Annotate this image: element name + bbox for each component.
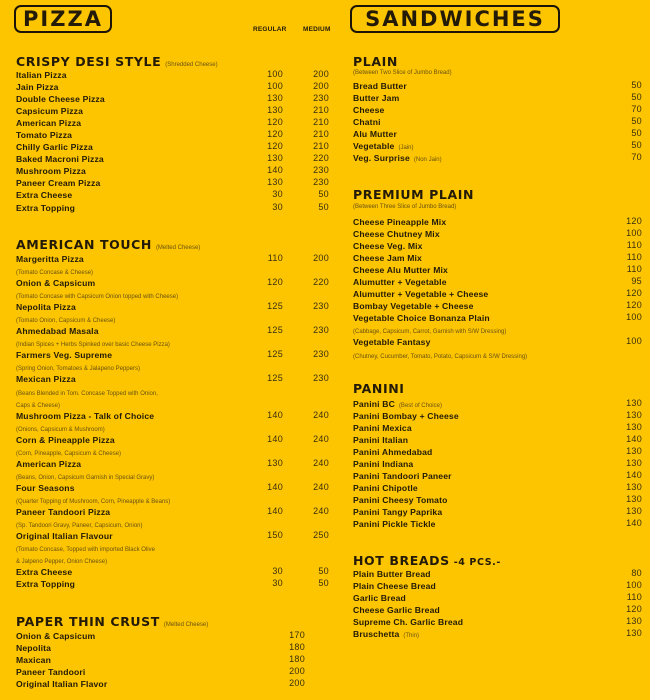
item-name: Paneer Tandoori [16,667,86,678]
item-price-medium: 210 [313,141,329,152]
item-name: Cheese Veg. Mix [353,241,423,252]
menu-item [16,577,330,589]
item-price-medium: 240 [313,409,329,420]
item-name: Mushroom Pizza - Talk of Choice [16,410,155,421]
item-name: Vegetable Fantasy [353,337,431,348]
menu-item [353,263,643,275]
menu-item [16,188,330,200]
item-name: Margeritta Pizza [16,254,84,264]
item-description [16,445,330,457]
item-name: Cheese Garlic Bread [353,605,440,616]
item-price-regular: 30 [272,578,283,589]
item-price-regular: 130 [267,105,283,116]
item-price-medium: 230 [313,301,329,312]
item-name: Double Cheese Pizza [16,94,105,105]
menu-item [16,104,330,116]
medium-column-header: MEDIUM [303,26,331,33]
item-description [16,541,330,553]
item-price-medium: 230 [313,165,329,176]
menu-item [16,457,330,469]
item-price-medium: 210 [313,117,329,128]
item-price-regular: 180 [289,654,305,665]
item-name: Nepolita [16,643,52,654]
item-name: Mushroom Pizza [16,166,86,177]
item-price-regular: 100 [626,580,642,591]
section-items-premium-plain [353,215,643,360]
menu-item [16,324,330,336]
section-title-note: (Shredded Cheese) [165,62,218,68]
menu-item [16,128,330,140]
item-name: Mexican Pizza [16,374,76,385]
item-description-text: (Onions, Capsicum & Mushroom) [16,426,105,433]
item-price-regular: 30 [272,201,283,212]
section-title-text: PLAIN [353,54,398,69]
item-price-medium: 50 [318,566,329,577]
item-name: Bread Butter [353,81,407,91]
item-price-regular: 120 [626,288,642,299]
menu-item [353,227,643,239]
menu-item [353,517,643,529]
item-description [16,385,330,397]
item-price-regular: 50 [631,128,642,139]
item-name: Tomato Pizza [16,130,73,141]
item-name: Plain Cheese Bread [353,581,436,592]
menu-item [16,677,330,689]
item-description-text: (Chutney, Cucumber, Tomato, Potato, Capsicum & S/W Dressing) [353,353,528,360]
item-price-regular: 130 [626,410,642,421]
menu-item [353,139,643,151]
menu-item [353,579,643,591]
item-description [16,553,330,565]
item-name: Cheese Jam Mix [353,253,422,264]
menu-item [16,565,330,577]
item-description [16,336,330,348]
item-name: Nepolita Pizza [16,302,76,313]
item-price-regular: 140 [626,434,642,445]
section-title-crispy-desi-style [16,54,218,69]
menu-item [16,300,330,312]
pizza-heading: PIZZA [14,5,112,33]
menu-item [353,469,643,481]
section-title-note: (Melted Cheese) [163,622,209,628]
item-name: Maxican [16,655,51,666]
section-title-note: (Melted Cheese) [155,245,201,251]
item-price-regular: 110 [626,264,642,275]
menu-item [16,481,330,493]
item-price-regular: 140 [267,165,283,176]
item-description-text: (Tomato Concase with Capsicum Onion topped with Cheese) [16,294,179,301]
item-name: Italian Pizza [16,70,67,80]
menu-item [353,481,643,493]
item-name: Panini Chipotle [353,483,418,494]
item-inline-note: (Non Jain) [413,157,442,164]
item-price-regular: 130 [626,628,642,639]
item-price-regular: 125 [267,349,283,360]
item-price-regular: 130 [626,458,642,469]
item-description-text: (Tomato Concase & Cheese) [16,270,94,277]
item-name: Bruschetta [353,629,400,640]
menu-item [353,433,643,445]
section-title-text: PAPER THIN CRUST [16,614,160,629]
menu-item [353,591,643,603]
section-title-hot-breads [353,553,501,568]
menu-item [16,140,330,152]
item-price-regular: 170 [289,630,305,640]
item-price-regular: 130 [267,93,283,104]
menu-item [16,372,330,384]
item-name: Paneer Cream Pizza [16,178,101,189]
item-name: Chatni [353,117,381,128]
menu-item [353,397,643,409]
menu-item [16,665,330,677]
item-name: Panini Ahmedabad [353,447,433,458]
item-price-regular: 70 [631,152,642,163]
item-description-text: (Spring Onion, Tomatoes & Jalapeno Peppers) [16,366,140,373]
item-price-regular: 100 [626,312,642,323]
item-price-medium: 220 [313,277,329,288]
item-name: Butter Jam [353,93,400,104]
menu-item [16,348,330,360]
item-name: Alu Mutter [353,129,397,140]
menu-item [16,433,330,445]
item-price-regular: 120 [267,141,283,152]
item-price-regular: 200 [289,678,305,689]
menu-item [353,335,643,347]
section-title-paper-thin-crust [16,614,208,629]
section-title-american-touch [16,237,200,252]
menu-item [16,505,330,517]
item-description [16,469,330,481]
item-inline-note: (Jain) [398,145,414,152]
item-name: Onion & Capsicum [16,278,96,289]
section-subtitle: (Between Three Slice of Jumbo Bread) [353,204,457,210]
section-items-panini [353,397,643,530]
item-name: Extra Topping [16,579,76,590]
item-description-text: (Corn, Pineapple, Capsicum & Cheese) [16,450,122,457]
item-price-regular: 180 [289,642,305,653]
menu-item [16,529,330,541]
item-price-medium: 230 [313,349,329,360]
item-price-medium: 230 [313,177,329,188]
item-name: Extra Cheese [16,190,73,201]
item-price-regular: 120 [267,117,283,128]
item-name: Extra Cheese [16,567,73,578]
item-description-text: (Beans Blended in Tom. Concase Topped with Onion, [16,390,158,397]
item-price-regular: 120 [626,300,642,311]
item-name: Cheese Alu Mutter Mix [353,265,448,276]
menu-item [353,239,643,251]
item-description-text: (Indian Spices + Herbs Spinked over basic Cheese Pizza) [16,342,170,349]
item-name: Onion & Capsicum [16,631,96,641]
item-name: Farmers Veg. Supreme [16,350,113,361]
item-description [16,517,330,529]
item-price-medium: 240 [313,505,329,516]
item-price-regular: 110 [267,253,283,263]
item-name: Panini BC [353,399,395,409]
regular-column-header: REGULAR [253,26,287,33]
menu-item [353,91,643,103]
item-price-regular: 140 [267,505,283,516]
item-price-medium: 210 [313,105,329,116]
item-price-regular: 140 [267,409,283,420]
menu-item [353,311,643,323]
item-price-regular: 140 [267,433,283,444]
item-name: American Pizza [16,458,82,469]
item-price-regular: 70 [631,104,642,115]
item-price-regular: 130 [626,494,642,505]
item-price-regular: 30 [272,566,283,577]
item-description-text: (Sp. Tandoori Gravy, Paneer, Capsicum, Onion) [16,523,143,530]
item-price-regular: 100 [626,228,642,239]
item-name: Ahmedabad Masala [16,326,99,337]
item-price-regular: 120 [267,129,283,140]
item-description [16,397,330,409]
section-items-american-touch [16,252,330,589]
item-price-regular: 130 [267,153,283,164]
item-price-regular: 125 [267,373,283,384]
item-price-regular: 100 [626,336,642,347]
item-price-regular: 110 [626,252,642,263]
item-price-regular: 50 [631,92,642,103]
menu-item [353,615,643,627]
section-title-premium-plain [353,187,474,202]
section-title-plain [353,54,398,69]
item-price-regular: 110 [626,592,642,603]
item-inline-note: (Thin) [403,633,420,640]
item-price-regular: 120 [626,216,642,226]
menu-item [16,201,330,213]
item-description-text: (Tomato Concase, Topped with imported Black Olive [16,547,155,554]
item-price-regular: 130 [626,446,642,457]
menu-item [353,421,643,433]
menu-item [353,627,643,639]
item-name: Capsicum Pizza [16,106,84,117]
item-price-regular: 100 [267,81,283,92]
item-description-text: (Beans, Onion, Capsicum Garnish in Special Gravy) [16,474,155,481]
item-price-regular: 130 [626,482,642,493]
item-name: Supreme Ch. Garlic Bread [353,617,464,628]
section-title-text: AMERICAN TOUCH [16,237,152,252]
item-name: Corn & Pineapple Pizza [16,434,115,445]
item-description-text: Caps & Cheese) [16,402,61,409]
item-description-text: (Cabbage, Capsicum, Carrot, Garnish with S/W Dressing) [353,329,507,336]
menu-item [16,92,330,104]
item-name: Garlic Bread [353,593,406,604]
item-name: Panini Italian [353,435,409,446]
item-name: Panini Tandoori Paneer [353,471,452,482]
item-description [353,348,643,360]
item-price-regular: 125 [267,301,283,312]
item-name: Vegetable Choice Bonanza Plain [353,313,490,324]
item-name: Cheese Chutney Mix [353,229,440,240]
item-name: Alumutter + Vegetable [353,277,447,288]
section-title-text: PREMIUM PLAIN [353,187,475,202]
item-name: Panini Pickle Tickle [353,519,436,530]
item-price-regular: 150 [267,530,283,541]
item-name: Vegetable [353,141,395,152]
item-price-regular: 200 [289,666,305,677]
item-price-regular: 95 [631,276,642,287]
item-price-medium: 50 [318,201,329,212]
item-price-medium: 200 [313,69,329,79]
item-price-regular: 130 [267,177,283,188]
item-name: Original Italian Flavour [16,531,113,542]
menu-item [16,653,330,665]
item-price-regular: 130 [626,616,642,627]
item-price-regular: 140 [267,481,283,492]
menu-item [353,603,643,615]
menu-item [16,409,330,421]
item-price-regular: 50 [631,140,642,151]
item-price-regular: 120 [626,604,642,615]
item-price-regular: 125 [267,325,283,336]
item-description-text: (Tomato Onion, Capsicum & Cheese) [16,318,116,325]
menu-item [16,176,330,188]
section-title-text: PANINI [353,381,405,396]
item-name: Panini Cheesy Tomato [353,495,448,506]
item-price-medium: 240 [313,481,329,492]
item-name: Veg. Surprise [353,153,410,164]
menu-item [353,79,643,91]
item-description [16,264,330,276]
item-price-regular: 130 [626,398,642,408]
item-description [16,360,330,372]
menu-item [16,276,330,288]
item-name: Panini Tangy Paprika [353,507,443,518]
item-price-regular: 140 [626,470,642,481]
section-title-text: HOT BREADS [353,553,450,568]
menu-item [353,299,643,311]
item-name: American Pizza [16,118,82,129]
section-title-panini [353,381,405,396]
menu-item [353,251,643,263]
item-inline-note: (Best of Choice) [398,403,442,409]
item-price-medium: 220 [313,153,329,164]
menu-item [353,151,643,163]
menu-item [16,629,330,641]
menu-item [16,68,330,80]
item-name: Cheese [353,105,385,116]
item-name: Four Seasons [16,482,75,493]
section-items-paper-thin-crust [16,629,330,689]
item-price-regular: 50 [631,80,642,90]
menu-item [353,505,643,517]
item-price-medium: 230 [313,93,329,104]
item-name: Paneer Tandoori Pizza [16,506,111,517]
menu-item [16,164,330,176]
item-name: Plain Butter Bread [353,569,431,579]
item-price-regular: 130 [626,422,642,433]
item-name: Extra Topping [16,202,76,213]
item-description-text: (Quarter Topping of Mushroom, Corn, Pineapple & Beans) [16,498,171,505]
item-price-regular: 30 [272,189,283,200]
item-price-medium: 50 [318,189,329,200]
section-items-crispy-desi-style [16,68,330,213]
menu-item [353,275,643,287]
menu-item [353,127,643,139]
item-price-regular: 130 [626,506,642,517]
menu-item [353,493,643,505]
item-price-regular: 140 [626,518,642,529]
section-items-hot-breads [353,567,643,639]
menu-item [16,116,330,128]
item-description [16,288,330,300]
menu-item [353,215,643,227]
item-price-medium: 200 [313,81,329,92]
item-price-medium: 230 [313,373,329,384]
item-price-medium: 250 [313,530,329,541]
item-description-text: & Jalpeno Pepper, Onion Cheese) [16,559,108,566]
item-name: Panini Bombay + Cheese [353,411,459,422]
item-price-regular: 50 [631,116,642,127]
item-description [353,323,643,335]
item-price-medium: 230 [313,325,329,336]
item-price-regular: 130 [267,457,283,468]
item-name: Panini Indiana [353,459,414,470]
section-subtitle: (Between Two Slice of Jumbo Bread) [353,70,452,76]
item-price-medium: 210 [313,129,329,140]
section-title-text: CRISPY DESI STYLE [16,54,162,69]
menu-item [353,103,643,115]
menu-item [16,641,330,653]
menu-item [353,445,643,457]
menu-item [353,115,643,127]
item-description [16,421,330,433]
item-price-regular: 110 [626,240,642,251]
menu-item [16,80,330,92]
item-name: Bombay Vegetable + Cheese [353,301,474,312]
item-price-medium: 240 [313,433,329,444]
item-name: Original Italian Flavor [16,679,108,690]
item-price-medium: 50 [318,578,329,589]
menu-item [353,287,643,299]
item-price-regular: 100 [267,69,283,79]
menu-item [16,152,330,164]
sandwiches-heading: SANDWICHES [350,5,560,33]
menu-item [353,409,643,421]
item-description [16,312,330,324]
item-price-regular: 120 [267,277,283,288]
section-title-suffix: -4 PCS.- [453,557,501,568]
menu-item [16,252,330,264]
item-price-regular: 80 [631,568,642,578]
item-name: Jain Pizza [16,82,59,93]
item-name: Panini Mexica [353,423,412,434]
menu-item [353,567,643,579]
menu-item [353,457,643,469]
item-name: Baked Macroni Pizza [16,154,104,165]
item-name: Chilly Garlic Pizza [16,142,93,153]
item-name: Cheese Pineapple Mix [353,217,447,227]
item-name: Alumutter + Vegetable + Cheese [353,289,489,300]
item-description [16,493,330,505]
section-items-plain [353,79,643,163]
item-price-medium: 240 [313,457,329,468]
item-price-medium: 200 [313,253,329,263]
